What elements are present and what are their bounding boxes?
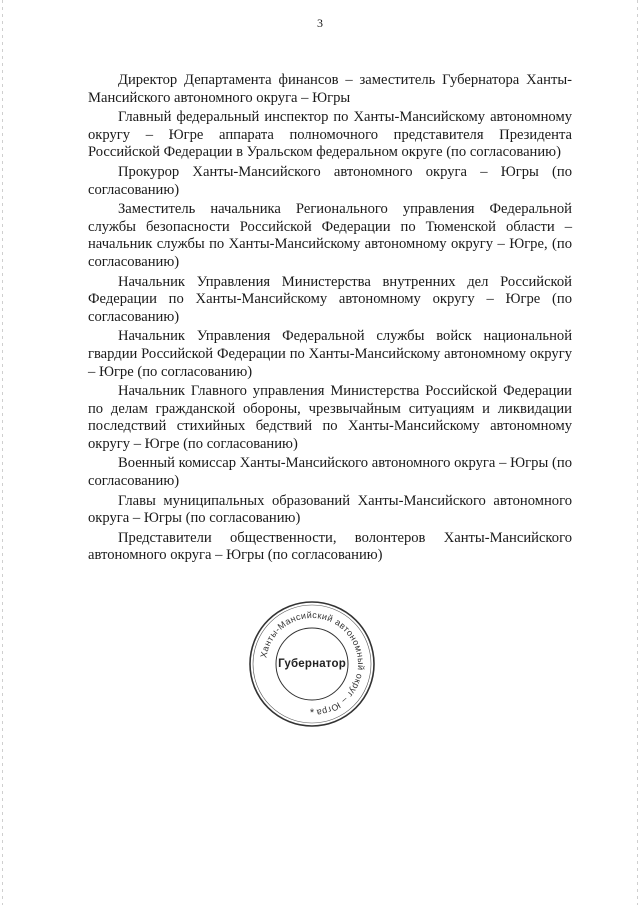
list-item: Начальник Главного управления Министерства Российской Федерации по делам гражданской обороны, чрезвычайным ситуациям и ликвидации последствий стихийных бедствий по Ханты-Мансийскому автономному округу – Югре (по согласованию) [88, 383, 572, 452]
list-item: Начальник Управления Министерства внутренних дел Российской Федерации по Ханты-Мансийскому автономному округу – Югре (по согласованию) [88, 273, 572, 325]
list-item: Главы муниципальных образований Ханты-Мансийского автономного округа – Югры (по согласованию) [88, 492, 572, 527]
scan-edge-left [2, 0, 3, 905]
list-item: Начальник Управления Федеральной службы войск национальной гвардии Российской Федерации по Ханты-Мансийскому автономному округу – Югре (по согласованию) [88, 328, 572, 380]
list-item: Директор Департамента финансов – заместитель Губернатора Ханты-Мансийского автономного округа – Югры [88, 72, 572, 106]
list-item: Прокурор Ханты-Мансийского автономного округа – Югры (по согласованию) [88, 163, 572, 198]
list-item: Главный федеральный инспектор по Ханты-Мансийскому автономному округу – Югре аппарата полномочного представителя Президента Российской Федерации в Уральском федеральном округе (по согласованию) [88, 109, 572, 161]
list-item: Заместитель начальника Регионального управления Федеральной службы безопасности Российской Федерации по Тюменской области – начальник службы по Ханты-Мансийскому автономному округу – Югре, (по согласованию) [88, 201, 572, 270]
list-item: Представители общественности, волонтеров Ханты-Мансийского автономного округа – Югры (по согласованию) [88, 529, 572, 564]
list-item: Военный комиссар Ханты-Мансийского автономного округа – Югры (по согласованию) [88, 455, 572, 490]
member-list [88, 72, 572, 567]
seal-center-text: Губернатор [278, 658, 346, 670]
page-number: 3 [317, 16, 323, 30]
seal-star: * [309, 707, 315, 719]
seal-ring-text: Ханты-Мансийский автономный округ – Югра [258, 609, 367, 718]
governor-seal [246, 598, 378, 730]
scan-edge-right [637, 0, 638, 905]
